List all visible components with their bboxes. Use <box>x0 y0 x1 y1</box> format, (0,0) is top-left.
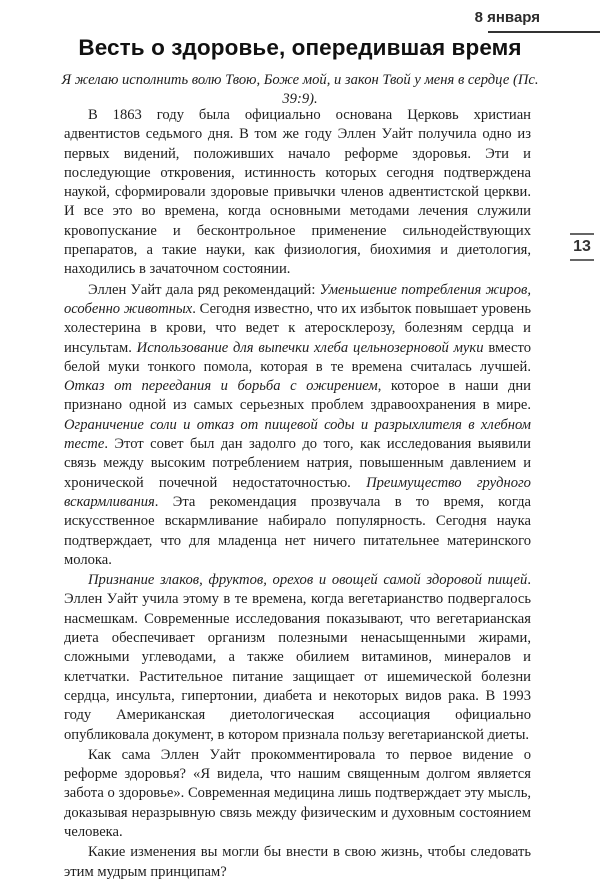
date-rule <box>488 31 600 33</box>
text-run: . Эта рекомендация прозвучала в то время, когда искусственное вскармливание набирало популярность. Сегодня наука подтверждает, что для младенца нет ничего питательнее материнского молока. <box>64 493 531 568</box>
epigraph: Я желаю исполнить волю Твою, Боже мой, и закон Твой у меня в сердце (Пс. 39:9). <box>61 72 539 107</box>
body-paragraph <box>64 281 531 570</box>
text-run: В 1863 году была официально основана Церковь христиан адвентистов седьмого дня. В том же году Эллен Уайт получила одно из первых видений, положивших начало реформе здоровья. Эти и последующие откровения, истинность которых сегодня подтверждена наукой, сформировали здоровые привычки членов адвентистской церкви. И все это во времена, когда основными методами лечения служили кровопускание и бесконтрольное применение сильнодействующих препаратов, а такие науки, как физиология, биохимия и диетология, находились в зачаточном состоянии. <box>64 107 531 278</box>
emphasis-text: Использование для выпечки хлеба цельнозерновой муки <box>136 339 484 356</box>
text-run: Эллен Уайт дала ряд рекомендаций: <box>88 281 320 298</box>
emphasis-text: Признание злаков, фруктов, орехов и овощей самой здоровой пищей <box>88 572 528 589</box>
text-run: , которое в наши дни признано одной из самых серьезных проблем здравоохранения в мире. <box>64 378 531 414</box>
reading-body <box>64 106 531 882</box>
emphasis-text: Уменьшение потребления жиров, особенно животных <box>64 281 532 317</box>
body-paragraph <box>64 106 531 280</box>
emphasis-text: Ограничение соли и отказ от пищевой соды и разрыхлителя в хлебном тесте <box>64 416 531 453</box>
text-run: . Сегодня известно, что их избыток повышает уровень холестерина в крови, что ведет к атеросклерозу, болезням сердца и инсультам. <box>64 300 532 356</box>
emphasis-text: Отказ от переедания и борьба с ожирением <box>64 378 378 395</box>
text-run: . Этот совет был дан задолго до того, как исследования выявили связь между высоким потреблением натрия, повышенным давлением и хронической почечной недостаточностью. <box>64 436 531 491</box>
text-run: вместо белой муки тонкого помола, которая в те времена считалась лучшей. <box>64 339 531 375</box>
text-run: Какие изменения вы могли бы внести в свою жизнь, чтобы следовать этим мудрым принципам? <box>64 844 531 880</box>
body-paragraph <box>64 843 531 882</box>
text-run: Как сама Эллен Уайт прокомментировала то первое видение о реформе здоровья? «Я видела, что нашим священным долгом является забота о здоровье». Современная медицина лишь подтверждает эту мысль, доказывая неразрывную связь между физическим и духовным состоянием человека. <box>64 746 531 840</box>
reading-title: Весть о здоровье, опередившая время <box>78 35 522 60</box>
page-date: 8 января <box>474 9 540 26</box>
body-paragraph <box>64 571 531 745</box>
text-run: . Эллен Уайт учила этому в те времена, когда вегетарианство подвергалось насмешкам. Современные исследования показывают, что вегетарианская диета обеспечивает организм полезными ненасыщенными жирами, сложными углеводами, а также обилием витаминов, минералов и клетчатки. Растительное питание защищает от ишемической болезни сердца, инсульта, гипертонии, диабета и некоторых видов рака. В 1993 году Американская диетологическая ассоциация официально опубликовала документ, в котором признала пользу вегетарианской диеты. <box>64 572 531 743</box>
page-number: 13 <box>564 238 600 256</box>
body-paragraph <box>64 746 531 842</box>
emphasis-text: Преимущество грудного вскармливания <box>64 474 531 510</box>
